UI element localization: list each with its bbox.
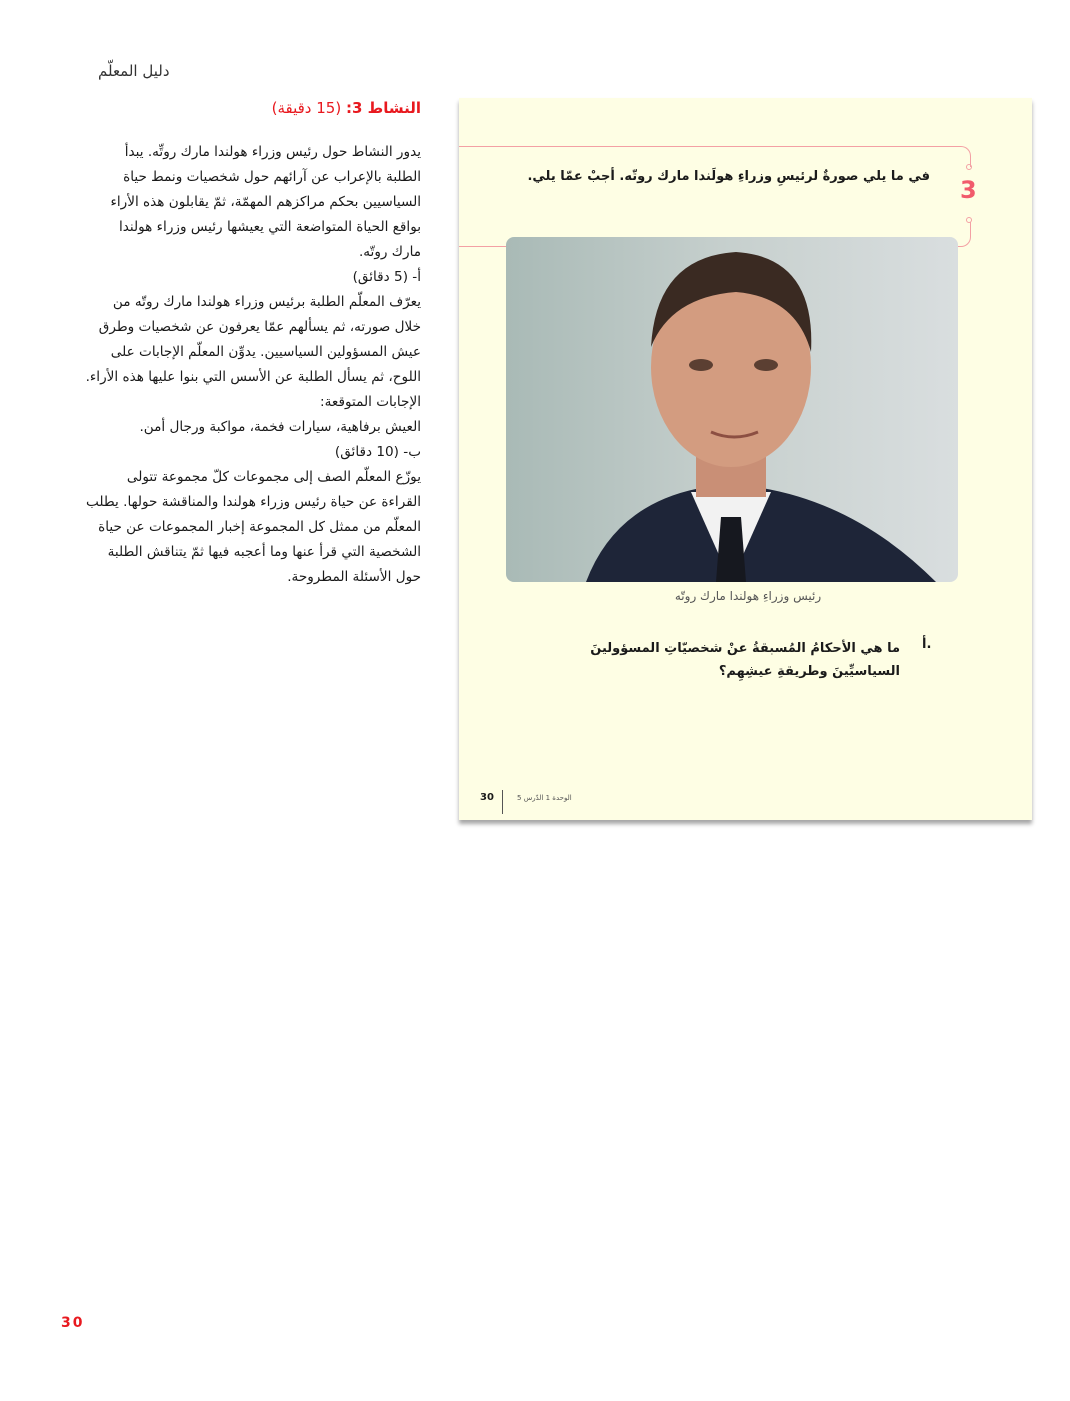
body-line: المعلّم من ممثل كل المجموعة إخبار المجموعات عن حياة bbox=[98, 519, 421, 535]
body-line: العيش برفاهية، سيارات فخمة، مواكبة ورجال أمن. bbox=[139, 419, 421, 435]
footer-divider bbox=[502, 790, 503, 814]
body-line: الإجابات المتوقعة: bbox=[320, 394, 421, 410]
book-page-number: 30 bbox=[480, 792, 494, 803]
body-line: أ- (5 دقائق) bbox=[352, 269, 421, 285]
photo-caption: رئيس وزراءِ هولندا مارك روتّه bbox=[674, 589, 822, 603]
activity-body bbox=[85, 140, 421, 590]
body-line: خلال صورته، ثم يسألهم عمّا يعرفون عن شخصيات وطرق bbox=[98, 319, 421, 335]
body-line: اللوح، ثم يسأل الطلبة عن الأسس التي بنوا عليها هذه الأراء. bbox=[85, 369, 421, 385]
body-line: السياسيين بحكم مراكزهم المهمّة، ثمّ يقابلون هذه الأراء bbox=[110, 194, 421, 210]
book-footer-label: الوحدة 1 الدّرس 5 bbox=[517, 794, 572, 802]
page-number: 30 bbox=[61, 1315, 85, 1331]
body-line: الطلبة بالإعراب عن آرائهم حول شخصيات ونمط حياة bbox=[123, 169, 421, 185]
activity-duration: (15 دقيقة) bbox=[271, 99, 342, 117]
body-line: ب- (10 دقائق) bbox=[334, 444, 421, 460]
body-line: عيش المسؤولين السياسيين. يدوِّن المعلّم الإجابات على bbox=[110, 344, 421, 360]
question-intro: في ما يلي صورةٌ لرئيسِ وزراءِ هولَندا مارك روتّه. أجبْ عمّا يلي. bbox=[527, 169, 930, 184]
body-line: يدور النشاط حول رئيس وزراء هولندا مارك روتِّه. يبدأ bbox=[124, 144, 421, 160]
body-line: يعرّف المعلّم الطلبة برئيس وزراء هولندا مارك روتّه من bbox=[112, 294, 421, 310]
body-line: يوزّع المعلّم الصف إلى مجموعات كلّ مجموعة تتولى bbox=[126, 469, 421, 485]
guide-title: دليل المعلّم bbox=[98, 62, 170, 80]
question-number: 3 bbox=[960, 176, 977, 204]
question-marker: أ. bbox=[922, 637, 932, 652]
portrait-photo bbox=[506, 237, 958, 582]
activity-label: النشاط 3: bbox=[345, 99, 421, 117]
body-line: مارك روتّه. bbox=[358, 244, 421, 260]
portrait-illustration bbox=[506, 237, 958, 582]
body-line: بواقع الحياة المتواضعة التي يعيشها رئيس وزراء هولندا bbox=[118, 219, 421, 235]
question-text: ما هي الأحكامُ المُسبقةُ عنْ شخصيّاتِ المسؤولينَ السياسيِّينَ وطريقةِ عيشِهِم؟ bbox=[590, 641, 900, 679]
frame-dot-icon bbox=[966, 164, 972, 170]
body-line: القراءة عن حياة رئيس وزراء هولندا والمناقشة حولها. يطلب bbox=[86, 494, 421, 510]
red-frame-line-top bbox=[459, 146, 959, 147]
activity-title bbox=[272, 99, 421, 117]
body-line: حول الأسئلة المطروحة. bbox=[287, 569, 421, 585]
body-line: الشخصية التي قرأ عنها وما أعجبه فيها ثمّ يتناقش الطلبة bbox=[107, 544, 421, 560]
